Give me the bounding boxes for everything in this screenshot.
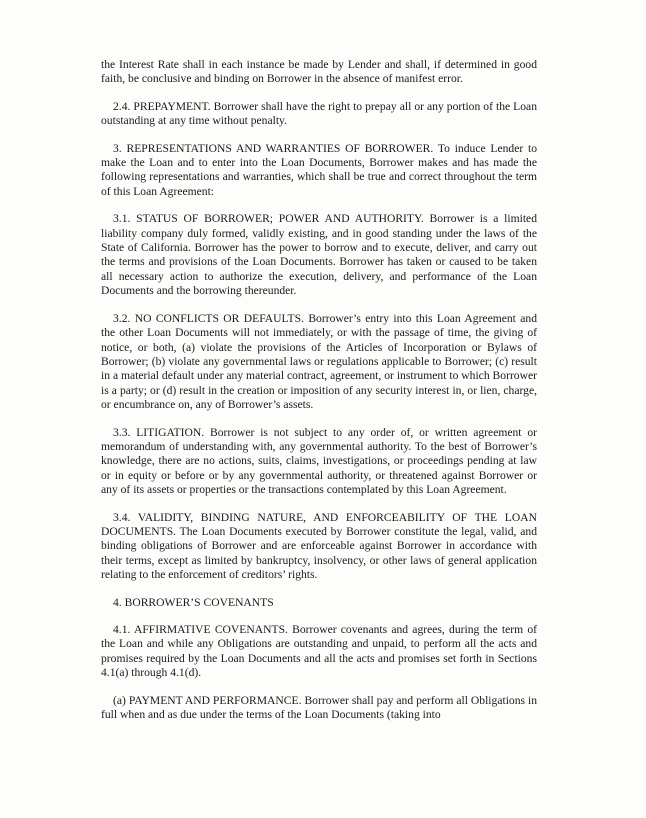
section-heading-borrowers-covenants: 4. BORROWER’S COVENANTS <box>113 595 274 609</box>
paragraph-interest-rate-continuation: the Interest Rate shall in each instance be made by Lender and shall, if determined in good faith, be conclusive and binding on Borrower in the absence of manifest error. <box>101 58 537 86</box>
paragraph-representations-and-warranties: 3. REPRESENTATIONS AND WARRANTIES OF BORROWER. To induce Lender to make the Loan and to enter into the Loan Documents, Borrower makes and has made the following representations and warranties, which shall be true and correct throughout the term of this Loan Agreement: <box>101 141 537 198</box>
paragraph-validity-binding-nature: 3.4. VALIDITY, BINDING NATURE, AND ENFORCEABILITY OF THE LOAN DOCUMENTS. The Loan Documents executed by Borrower constitute the legal, valid, and binding obligations of Borrower and are enforceable against Borrower in accordance with their terms, except as limited by bankruptcy, insolvency, or other laws of general application relating to the enforcement of creditors’ rights. <box>101 510 537 582</box>
document-body <box>101 58 537 735</box>
paragraph-no-conflicts: 3.2. NO CONFLICTS OR DEFAULTS. Borrower’s entry into this Loan Agreement and the other Loan Documents will not immediately, or with the passage of time, the giving of notice, or both, (a) violate the provisions of the Articles of Incorporation or Bylaws of Borrower; (b) violate any governmental laws or regulations applicable to Borrower; (c) result in a material default under any material contract, agreement, or instrument to which Borrower is a party; or (d) result in the creation or imposition of any security interest in, or lien, charge, or encumbrance on, any of Borrower’s assets. <box>101 311 537 412</box>
paragraph-affirmative-covenants: 4.1. AFFIRMATIVE COVENANTS. Borrower covenants and agrees, during the term of the Loan and while any Obligations are outstanding and unpaid, to perform all the acts and promises required by the Loan Documents and all the acts and promises set forth in Sections 4.1(a) through 4.1(d). <box>101 623 537 680</box>
paragraph-prepayment: 2.4. PREPAYMENT. Borrower shall have the right to prepay all or any portion of the Loan outstanding at any time without penalty. <box>101 99 537 128</box>
paragraph-litigation: 3.3. LITIGATION. Borrower is not subject to any order of, or written agreement or memorandum of understanding with, any governmental authority. To the best of Borrower’s knowledge, there are no actions, suits, claims, investigations, or proceedings pending at law or in equity or before or by any governmental authority, or threatened against Borrower or any of its assets or properties or the transactions contemplated by this Loan Agreement. <box>101 425 537 497</box>
paragraph-payment-and-performance: (a) PAYMENT AND PERFORMANCE. Borrower shall pay and perform all Obligations in full when and as due under the terms of the Loan Documents (taking into <box>101 693 537 722</box>
paragraph-status-of-borrower: 3.1. STATUS OF BORROWER; POWER AND AUTHORITY. Borrower is a limited liability company duly formed, validly existing, and in good standing under the laws of the State of California. Borrower has the power to borrow and to execute, deliver, and carry out the terms and provisions of the Loan Documents. Borrower has taken or caused to be taken all necessary action to authorize the execution, delivery, and performance of the Loan Documents and the borrowing thereunder. <box>101 212 537 298</box>
